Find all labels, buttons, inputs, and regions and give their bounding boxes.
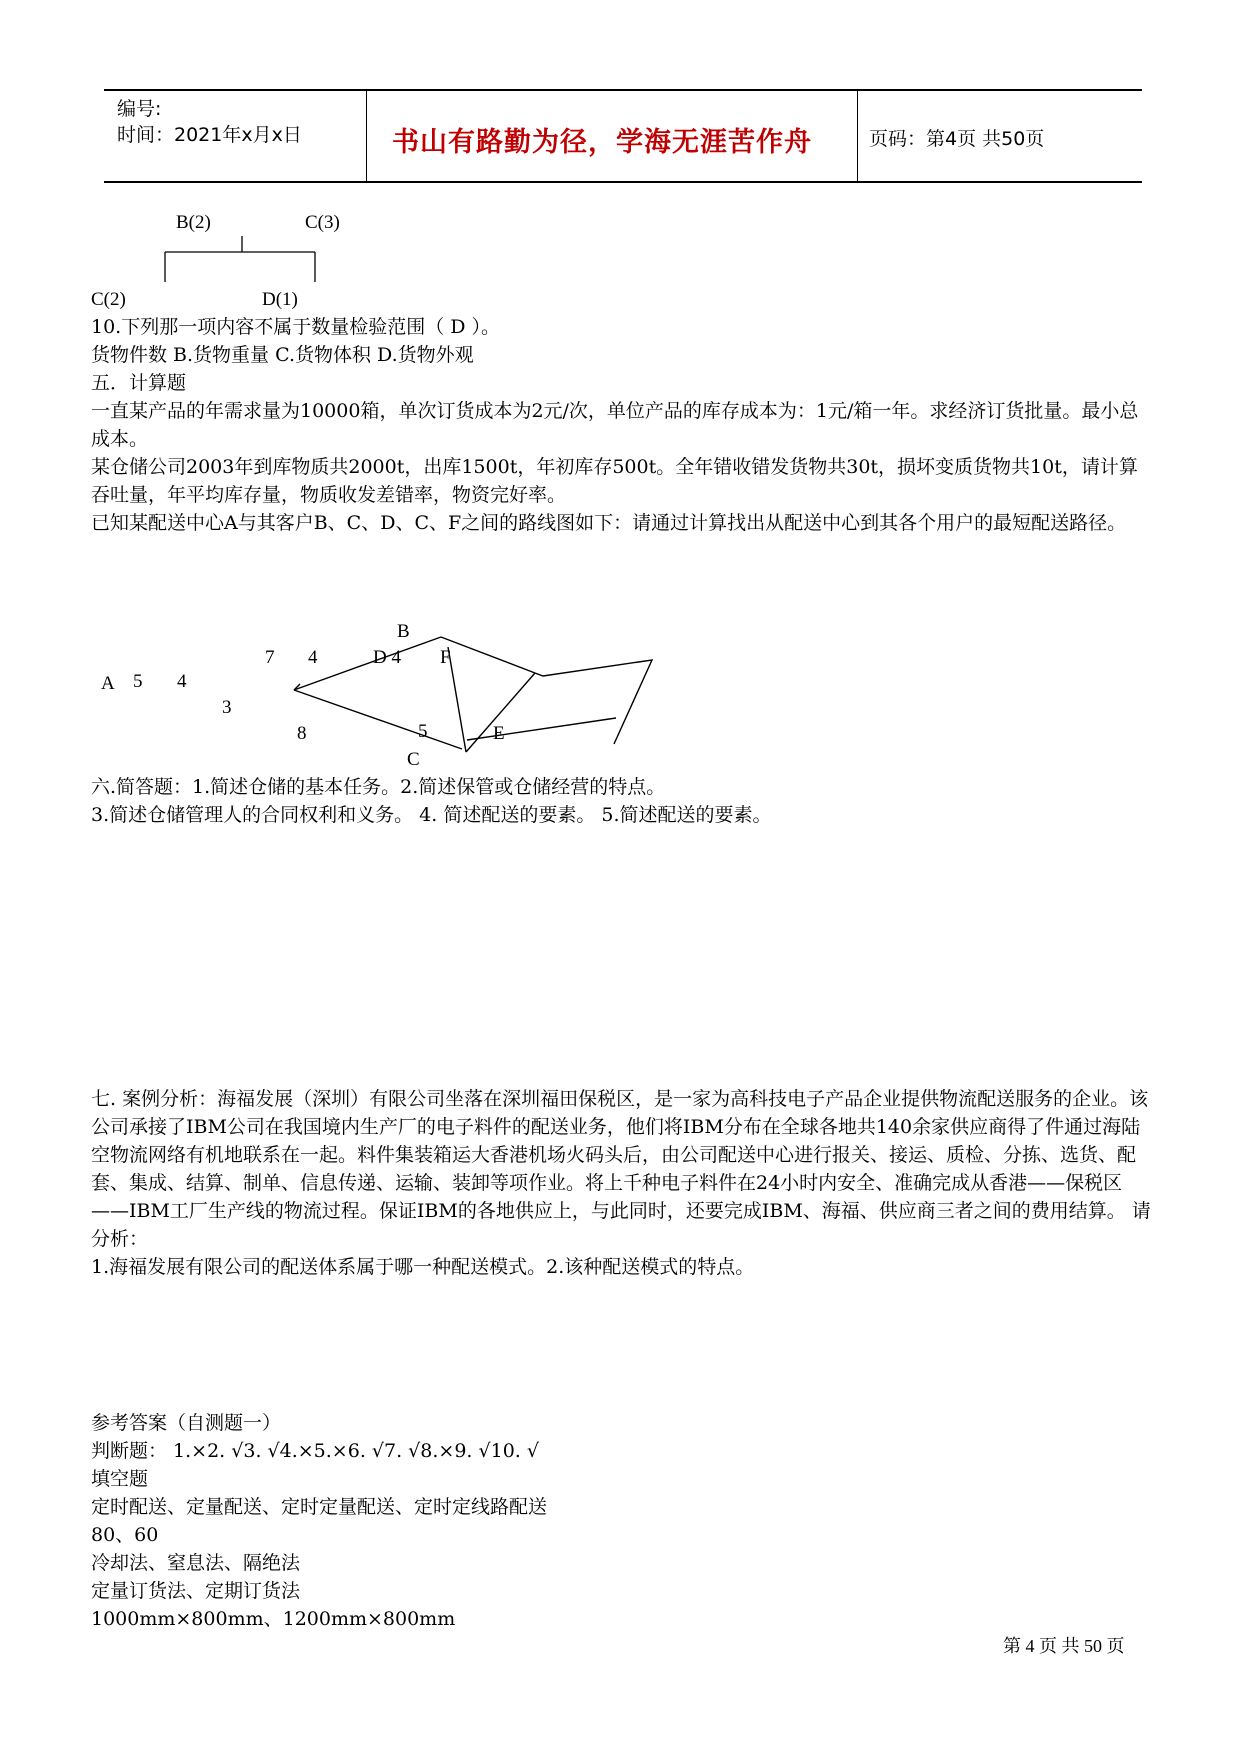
answers-fill-1: 定时配送、定量配送、定时定量配送、定时定线路配送 bbox=[91, 1496, 548, 1518]
route-edge bbox=[535, 660, 652, 744]
graph-label-f: F bbox=[440, 647, 451, 668]
graph-label-b: B bbox=[397, 621, 410, 642]
section-5-title: 五．计算题 bbox=[91, 372, 187, 394]
graph-label-5a: 5 bbox=[133, 671, 143, 692]
calc-question-1: 一直某产品的年需求量为10000箱，单次订货成本为2元/次，单位产品的库存成本为：1元/箱一年。求经济订货批量。最小总成本。 bbox=[91, 400, 1139, 450]
answers-title: 参考答案（自测题一） bbox=[91, 1412, 282, 1434]
header-time-label: 时间：2021年x月x日 bbox=[117, 124, 302, 146]
route-edge bbox=[448, 647, 466, 752]
graph-label-d4: D 4 bbox=[373, 647, 401, 668]
answers-fill-4: 定量订货法、定期订货法 bbox=[91, 1580, 301, 1602]
header-motto: 书山有路勤为径，学海无涯苦作舟 bbox=[392, 127, 812, 158]
header-number-label: 编号: bbox=[117, 98, 162, 120]
tree-label-b2: B(2) bbox=[176, 212, 211, 233]
route-edge bbox=[467, 718, 616, 740]
answers-fill-2: 80、60 bbox=[91, 1524, 159, 1546]
graph-label-3: 3 bbox=[222, 697, 232, 718]
graph-label-e: E bbox=[493, 723, 505, 744]
calc-question-3: 已知某配送中心A与其客户B、C、D、C、F之间的路线图如下：请通过计算找出从配送中心到其各个用户的最短配送路径。 bbox=[91, 512, 1127, 534]
question-10-options: 货物件数 B.货物重量 C.货物体积 D.货物外观 bbox=[91, 344, 474, 366]
answers-fill-title: 填空题 bbox=[91, 1468, 149, 1490]
case-analysis-questions: 1.海福发展有限公司的配送体系属于哪一种配送模式。2.该种配送模式的特点。 bbox=[91, 1256, 755, 1278]
route-edge bbox=[294, 690, 462, 749]
section-6-line-2: 3.简述仓储管理人的合同权利和义务。 4. 简述配送的要素。 5.简述配送的要素。 bbox=[91, 804, 772, 826]
route-edge bbox=[441, 637, 535, 673]
graph-label-c: C bbox=[407, 749, 420, 770]
tree-label-c2: C(2) bbox=[91, 289, 126, 310]
case-analysis-paragraph: 七. 案例分析：海福发展（深圳）有限公司坐落在深圳福田保税区，是一家为高科技电子产品企业提供物流配送服务的企业。该公司承接了IBM公司在我国境内生产厂的电子料件的配送业务，他们将IBM分布在全球各地共140余家供应商得了件通过海陆空物流网络有机地联系在一起。料件集装箱运大香港机场火码头后，由公司配送中心进行报关、接运、质检、分拣、选货、配套、集成、结算、制单、信息传递、运输、装卸等项作业。将上千种电子料件在24小时内安全、准确完成从香港——保税区——IBM工厂生产线的物流过程。保证IBM的各地供应上，与此同时，还要完成IBM、海福、供应商三者之间的费用结算。 请分析： bbox=[91, 1088, 1151, 1250]
answers-fill-5: 1000mm×800mm、1200mm×800mm bbox=[91, 1608, 456, 1630]
calc-question-2: 某仓储公司2003年到库物质共2000t，出库1500t，年初库存500t。全年错收错发货物共30t，损坏变质货物共10t，请计算吞吐量，年平均库存量，物质收发差错率，物资完好率。 bbox=[91, 456, 1138, 506]
graph-label-4a: 4 bbox=[308, 647, 318, 668]
answers-fill-3: 冷却法、窒息法、隔绝法 bbox=[91, 1552, 301, 1574]
graph-label-7: 7 bbox=[265, 647, 275, 668]
graph-label-5b: 5 bbox=[418, 721, 428, 742]
section-6-line-1: 六.简答题：1.简述仓储的基本任务。2.简述保管或仓储经营的特点。 bbox=[91, 776, 666, 798]
graph-label-4b: 4 bbox=[177, 671, 187, 692]
question-10: 10.下列那一项内容不属于数量检验范围（ D ）。 bbox=[91, 316, 501, 338]
graph-label-a: A bbox=[101, 673, 115, 694]
header-page-code: 页码：第4页 共50页 bbox=[869, 128, 1045, 150]
tree-label-c3: C(3) bbox=[305, 212, 340, 233]
answers-judge: 判断题： 1.×2. √3. √4.×5.×6. √7. √8.×9. √10. √ bbox=[91, 1440, 539, 1462]
footer-page-number: 第 4 页 共 50 页 bbox=[1003, 1636, 1125, 1656]
graph-label-8: 8 bbox=[297, 723, 307, 744]
tree-label-d1: D(1) bbox=[262, 289, 298, 310]
